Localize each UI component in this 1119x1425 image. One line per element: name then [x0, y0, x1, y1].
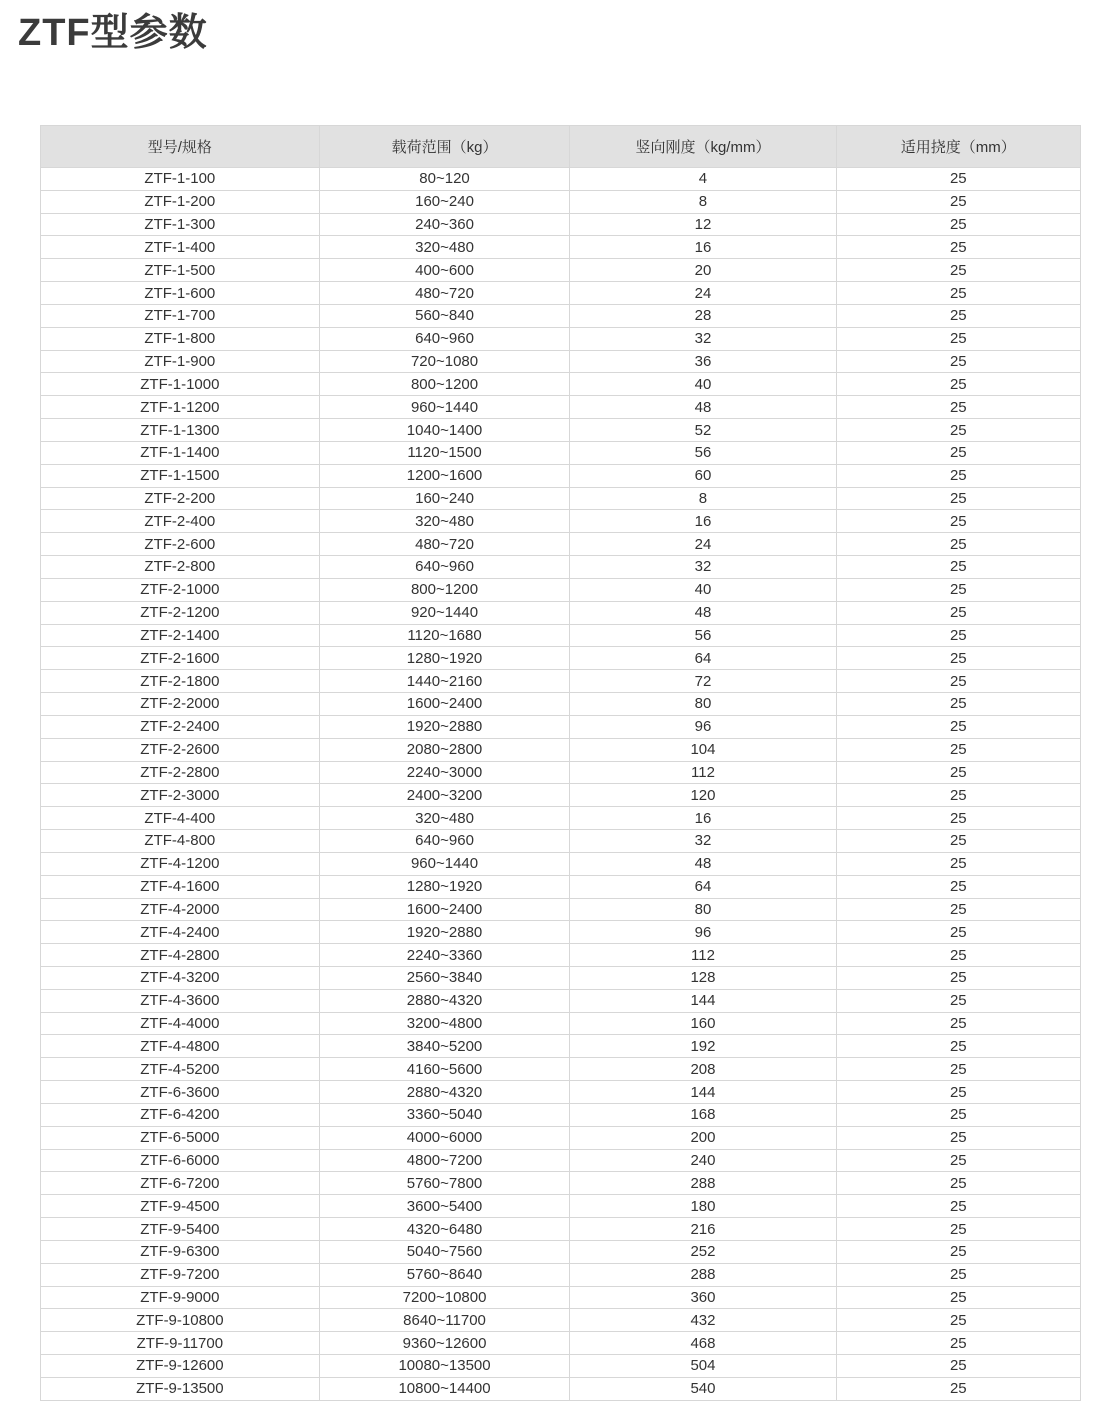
model-cell: ZTF-2-1200 — [41, 601, 320, 624]
load-range-cell: 1600~2400 — [319, 898, 570, 921]
load-range-cell: 920~1440 — [319, 601, 570, 624]
load-range-cell: 960~1440 — [319, 852, 570, 875]
table-row — [41, 1012, 1081, 1035]
table-row — [41, 670, 1081, 693]
deflection-cell: 25 — [836, 441, 1080, 464]
deflection-cell: 25 — [836, 350, 1080, 373]
deflection-cell: 25 — [836, 1126, 1080, 1149]
load-range-cell: 1600~2400 — [319, 693, 570, 716]
deflection-cell: 25 — [836, 966, 1080, 989]
stiffness-cell: 48 — [570, 601, 836, 624]
load-range-cell: 560~840 — [319, 304, 570, 327]
deflection-cell: 25 — [836, 304, 1080, 327]
stiffness-cell: 4 — [570, 168, 836, 191]
model-cell: ZTF-1-1200 — [41, 396, 320, 419]
deflection-cell: 25 — [836, 327, 1080, 350]
stiffness-cell: 180 — [570, 1195, 836, 1218]
deflection-cell: 25 — [836, 921, 1080, 944]
stiffness-cell: 240 — [570, 1149, 836, 1172]
load-range-cell: 5760~7800 — [319, 1172, 570, 1195]
load-range-cell: 3200~4800 — [319, 1012, 570, 1035]
model-cell: ZTF-2-800 — [41, 556, 320, 579]
model-cell: ZTF-2-200 — [41, 487, 320, 510]
deflection-cell: 25 — [836, 1377, 1080, 1400]
model-cell: ZTF-2-3000 — [41, 784, 320, 807]
model-cell: ZTF-1-600 — [41, 282, 320, 305]
stiffness-cell: 16 — [570, 510, 836, 533]
deflection-cell: 25 — [836, 784, 1080, 807]
table-row — [41, 1081, 1081, 1104]
model-cell: ZTF-2-400 — [41, 510, 320, 533]
load-range-cell: 3360~5040 — [319, 1103, 570, 1126]
deflection-cell: 25 — [836, 533, 1080, 556]
deflection-cell: 25 — [836, 1172, 1080, 1195]
header-applicable-deflection: 适用挠度（mm） — [836, 126, 1080, 168]
table-row — [41, 807, 1081, 830]
stiffness-cell: 96 — [570, 715, 836, 738]
load-range-cell: 4000~6000 — [319, 1126, 570, 1149]
stiffness-cell: 8 — [570, 487, 836, 510]
load-range-cell: 640~960 — [319, 830, 570, 853]
deflection-cell: 25 — [836, 213, 1080, 236]
table-row — [41, 373, 1081, 396]
stiffness-cell: 360 — [570, 1286, 836, 1309]
model-cell: ZTF-4-3600 — [41, 989, 320, 1012]
model-cell: ZTF-2-2000 — [41, 693, 320, 716]
stiffness-cell: 72 — [570, 670, 836, 693]
stiffness-cell: 252 — [570, 1240, 836, 1263]
header-load-range: 载荷范围（kg） — [319, 126, 570, 168]
load-range-cell: 10800~14400 — [319, 1377, 570, 1400]
load-range-cell: 2080~2800 — [319, 738, 570, 761]
load-range-cell: 2400~3200 — [319, 784, 570, 807]
table-row — [41, 647, 1081, 670]
deflection-cell: 25 — [836, 1012, 1080, 1035]
deflection-cell: 25 — [836, 601, 1080, 624]
model-cell: ZTF-1-800 — [41, 327, 320, 350]
table-row — [41, 1103, 1081, 1126]
stiffness-cell: 208 — [570, 1058, 836, 1081]
table-row — [41, 213, 1081, 236]
load-range-cell: 1440~2160 — [319, 670, 570, 693]
deflection-cell: 25 — [836, 1240, 1080, 1263]
load-range-cell: 800~1200 — [319, 373, 570, 396]
model-cell: ZTF-9-5400 — [41, 1218, 320, 1241]
deflection-cell: 25 — [836, 670, 1080, 693]
model-cell: ZTF-4-5200 — [41, 1058, 320, 1081]
model-cell: ZTF-6-3600 — [41, 1081, 320, 1104]
deflection-cell: 25 — [836, 647, 1080, 670]
load-range-cell: 2240~3000 — [319, 761, 570, 784]
load-range-cell: 1120~1680 — [319, 624, 570, 647]
model-cell: ZTF-4-4800 — [41, 1035, 320, 1058]
deflection-cell: 25 — [836, 464, 1080, 487]
deflection-cell: 25 — [836, 282, 1080, 305]
stiffness-cell: 64 — [570, 875, 836, 898]
deflection-cell: 25 — [836, 190, 1080, 213]
deflection-cell: 25 — [836, 1286, 1080, 1309]
deflection-cell: 25 — [836, 807, 1080, 830]
model-cell: ZTF-2-600 — [41, 533, 320, 556]
stiffness-cell: 96 — [570, 921, 836, 944]
stiffness-cell: 12 — [570, 213, 836, 236]
stiffness-cell: 40 — [570, 578, 836, 601]
table-row — [41, 556, 1081, 579]
load-range-cell: 1920~2880 — [319, 921, 570, 944]
stiffness-cell: 56 — [570, 441, 836, 464]
load-range-cell: 9360~12600 — [319, 1332, 570, 1355]
stiffness-cell: 48 — [570, 396, 836, 419]
deflection-cell: 25 — [836, 510, 1080, 533]
model-cell: ZTF-6-6000 — [41, 1149, 320, 1172]
stiffness-cell: 24 — [570, 533, 836, 556]
load-range-cell: 160~240 — [319, 190, 570, 213]
deflection-cell: 25 — [836, 989, 1080, 1012]
table-row — [41, 1332, 1081, 1355]
deflection-cell: 25 — [836, 1332, 1080, 1355]
table-row — [41, 441, 1081, 464]
stiffness-cell: 40 — [570, 373, 836, 396]
model-cell: ZTF-1-400 — [41, 236, 320, 259]
deflection-cell: 25 — [836, 761, 1080, 784]
load-range-cell: 400~600 — [319, 259, 570, 282]
load-range-cell: 5040~7560 — [319, 1240, 570, 1263]
stiffness-cell: 288 — [570, 1263, 836, 1286]
deflection-cell: 25 — [836, 875, 1080, 898]
model-cell: ZTF-4-3200 — [41, 966, 320, 989]
model-cell: ZTF-9-9000 — [41, 1286, 320, 1309]
table-row — [41, 259, 1081, 282]
model-cell: ZTF-2-1000 — [41, 578, 320, 601]
deflection-cell: 25 — [836, 1309, 1080, 1332]
table-row — [41, 533, 1081, 556]
table-row — [41, 282, 1081, 305]
model-cell: ZTF-4-4000 — [41, 1012, 320, 1035]
stiffness-cell: 80 — [570, 693, 836, 716]
ztf-parameters-table — [40, 125, 1081, 1401]
load-range-cell: 640~960 — [319, 327, 570, 350]
table-row — [41, 1172, 1081, 1195]
stiffness-cell: 216 — [570, 1218, 836, 1241]
deflection-cell: 25 — [836, 944, 1080, 967]
deflection-cell: 25 — [836, 1058, 1080, 1081]
deflection-cell: 25 — [836, 578, 1080, 601]
load-range-cell: 800~1200 — [319, 578, 570, 601]
model-cell: ZTF-1-1000 — [41, 373, 320, 396]
deflection-cell: 25 — [836, 1218, 1080, 1241]
table-row — [41, 875, 1081, 898]
table-row — [41, 784, 1081, 807]
load-range-cell: 1200~1600 — [319, 464, 570, 487]
deflection-cell: 25 — [836, 168, 1080, 191]
table-row — [41, 693, 1081, 716]
stiffness-cell: 128 — [570, 966, 836, 989]
table-row — [41, 624, 1081, 647]
stiffness-cell: 8 — [570, 190, 836, 213]
model-cell: ZTF-1-100 — [41, 168, 320, 191]
table-header-row — [41, 126, 1081, 168]
table-row — [41, 1195, 1081, 1218]
stiffness-cell: 20 — [570, 259, 836, 282]
stiffness-cell: 144 — [570, 1081, 836, 1104]
model-cell: ZTF-2-1600 — [41, 647, 320, 670]
model-cell: ZTF-2-1800 — [41, 670, 320, 693]
model-cell: ZTF-4-400 — [41, 807, 320, 830]
load-range-cell: 4160~5600 — [319, 1058, 570, 1081]
load-range-cell: 3600~5400 — [319, 1195, 570, 1218]
load-range-cell: 2880~4320 — [319, 1081, 570, 1104]
table-row — [41, 715, 1081, 738]
table-row — [41, 419, 1081, 442]
load-range-cell: 1120~1500 — [319, 441, 570, 464]
model-cell: ZTF-1-1300 — [41, 419, 320, 442]
header-model-spec: 型号/规格 — [41, 126, 320, 168]
deflection-cell: 25 — [836, 1263, 1080, 1286]
stiffness-cell: 120 — [570, 784, 836, 807]
stiffness-cell: 540 — [570, 1377, 836, 1400]
load-range-cell: 480~720 — [319, 282, 570, 305]
deflection-cell: 25 — [836, 556, 1080, 579]
table-row — [41, 1218, 1081, 1241]
stiffness-cell: 80 — [570, 898, 836, 921]
model-cell: ZTF-1-1400 — [41, 441, 320, 464]
load-range-cell: 960~1440 — [319, 396, 570, 419]
stiffness-cell: 288 — [570, 1172, 836, 1195]
stiffness-cell: 48 — [570, 852, 836, 875]
deflection-cell: 25 — [836, 624, 1080, 647]
deflection-cell: 25 — [836, 693, 1080, 716]
model-cell: ZTF-9-7200 — [41, 1263, 320, 1286]
load-range-cell: 4320~6480 — [319, 1218, 570, 1241]
table-row — [41, 852, 1081, 875]
load-range-cell: 1280~1920 — [319, 875, 570, 898]
model-cell: ZTF-1-700 — [41, 304, 320, 327]
model-cell: ZTF-1-900 — [41, 350, 320, 373]
deflection-cell: 25 — [836, 396, 1080, 419]
table-row — [41, 944, 1081, 967]
table-row — [41, 761, 1081, 784]
table-row — [41, 304, 1081, 327]
table-row — [41, 168, 1081, 191]
deflection-cell: 25 — [836, 373, 1080, 396]
model-cell: ZTF-4-2000 — [41, 898, 320, 921]
stiffness-cell: 432 — [570, 1309, 836, 1332]
model-cell: ZTF-2-1400 — [41, 624, 320, 647]
table-row — [41, 1035, 1081, 1058]
model-cell: ZTF-1-200 — [41, 190, 320, 213]
load-range-cell: 320~480 — [319, 236, 570, 259]
load-range-cell: 5760~8640 — [319, 1263, 570, 1286]
deflection-cell: 25 — [836, 1149, 1080, 1172]
model-cell: ZTF-9-13500 — [41, 1377, 320, 1400]
load-range-cell: 8640~11700 — [319, 1309, 570, 1332]
model-cell: ZTF-2-2600 — [41, 738, 320, 761]
load-range-cell: 2880~4320 — [319, 989, 570, 1012]
deflection-cell: 25 — [836, 1081, 1080, 1104]
table-row — [41, 1058, 1081, 1081]
stiffness-cell: 168 — [570, 1103, 836, 1126]
model-cell: ZTF-6-7200 — [41, 1172, 320, 1195]
load-range-cell: 1920~2880 — [319, 715, 570, 738]
table-row — [41, 1240, 1081, 1263]
load-range-cell: 320~480 — [319, 510, 570, 533]
table-row — [41, 350, 1081, 373]
table-row — [41, 601, 1081, 624]
stiffness-cell: 28 — [570, 304, 836, 327]
model-cell: ZTF-4-1600 — [41, 875, 320, 898]
stiffness-cell: 16 — [570, 236, 836, 259]
deflection-cell: 25 — [836, 1195, 1080, 1218]
stiffness-cell: 36 — [570, 350, 836, 373]
stiffness-cell: 144 — [570, 989, 836, 1012]
load-range-cell: 160~240 — [319, 487, 570, 510]
load-range-cell: 10080~13500 — [319, 1355, 570, 1378]
model-cell: ZTF-9-4500 — [41, 1195, 320, 1218]
load-range-cell: 480~720 — [319, 533, 570, 556]
deflection-cell: 25 — [836, 487, 1080, 510]
header-vertical-stiffness: 竖向刚度（kg/mm） — [570, 126, 836, 168]
table-row — [41, 830, 1081, 853]
deflection-cell: 25 — [836, 1035, 1080, 1058]
stiffness-cell: 468 — [570, 1332, 836, 1355]
table-row — [41, 1286, 1081, 1309]
load-range-cell: 3840~5200 — [319, 1035, 570, 1058]
load-range-cell: 2240~3360 — [319, 944, 570, 967]
model-cell: ZTF-9-12600 — [41, 1355, 320, 1378]
model-cell: ZTF-2-2400 — [41, 715, 320, 738]
table-row — [41, 510, 1081, 533]
stiffness-cell: 60 — [570, 464, 836, 487]
table-row — [41, 190, 1081, 213]
stiffness-cell: 32 — [570, 830, 836, 853]
table-row — [41, 1263, 1081, 1286]
table-row — [41, 966, 1081, 989]
stiffness-cell: 16 — [570, 807, 836, 830]
stiffness-cell: 56 — [570, 624, 836, 647]
load-range-cell: 240~360 — [319, 213, 570, 236]
table-row — [41, 1309, 1081, 1332]
model-cell: ZTF-9-10800 — [41, 1309, 320, 1332]
deflection-cell: 25 — [836, 419, 1080, 442]
model-cell: ZTF-1-300 — [41, 213, 320, 236]
stiffness-cell: 24 — [570, 282, 836, 305]
stiffness-cell: 32 — [570, 327, 836, 350]
stiffness-cell: 192 — [570, 1035, 836, 1058]
deflection-cell: 25 — [836, 715, 1080, 738]
load-range-cell: 80~120 — [319, 168, 570, 191]
load-range-cell: 4800~7200 — [319, 1149, 570, 1172]
table-row — [41, 921, 1081, 944]
table-row — [41, 898, 1081, 921]
stiffness-cell: 112 — [570, 944, 836, 967]
table-row — [41, 1126, 1081, 1149]
table-row — [41, 989, 1081, 1012]
deflection-cell: 25 — [836, 259, 1080, 282]
deflection-cell: 25 — [836, 1355, 1080, 1378]
deflection-cell: 25 — [836, 738, 1080, 761]
deflection-cell: 25 — [836, 236, 1080, 259]
stiffness-cell: 504 — [570, 1355, 836, 1378]
load-range-cell: 1040~1400 — [319, 419, 570, 442]
stiffness-cell: 104 — [570, 738, 836, 761]
deflection-cell: 25 — [836, 852, 1080, 875]
table-body — [41, 168, 1081, 1401]
table-row — [41, 327, 1081, 350]
page-title: ZTF型参数 — [18, 12, 208, 54]
table-row — [41, 738, 1081, 761]
load-range-cell: 1280~1920 — [319, 647, 570, 670]
stiffness-cell: 32 — [570, 556, 836, 579]
model-cell: ZTF-4-800 — [41, 830, 320, 853]
deflection-cell: 25 — [836, 1103, 1080, 1126]
table-row — [41, 396, 1081, 419]
model-cell: ZTF-4-1200 — [41, 852, 320, 875]
model-cell: ZTF-6-4200 — [41, 1103, 320, 1126]
stiffness-cell: 64 — [570, 647, 836, 670]
table-row — [41, 1377, 1081, 1400]
stiffness-cell: 160 — [570, 1012, 836, 1035]
deflection-cell: 25 — [836, 898, 1080, 921]
model-cell: ZTF-9-11700 — [41, 1332, 320, 1355]
model-cell: ZTF-2-2800 — [41, 761, 320, 784]
table-row — [41, 236, 1081, 259]
model-cell: ZTF-9-6300 — [41, 1240, 320, 1263]
table-row — [41, 487, 1081, 510]
load-range-cell: 320~480 — [319, 807, 570, 830]
load-range-cell: 2560~3840 — [319, 966, 570, 989]
stiffness-cell: 112 — [570, 761, 836, 784]
table-row — [41, 578, 1081, 601]
model-cell: ZTF-4-2400 — [41, 921, 320, 944]
model-cell: ZTF-1-500 — [41, 259, 320, 282]
table-row — [41, 1355, 1081, 1378]
deflection-cell: 25 — [836, 830, 1080, 853]
stiffness-cell: 52 — [570, 419, 836, 442]
stiffness-cell: 200 — [570, 1126, 836, 1149]
load-range-cell: 720~1080 — [319, 350, 570, 373]
table-row — [41, 464, 1081, 487]
model-cell: ZTF-1-1500 — [41, 464, 320, 487]
load-range-cell: 640~960 — [319, 556, 570, 579]
model-cell: ZTF-4-2800 — [41, 944, 320, 967]
table-row — [41, 1149, 1081, 1172]
load-range-cell: 7200~10800 — [319, 1286, 570, 1309]
model-cell: ZTF-6-5000 — [41, 1126, 320, 1149]
table-header — [41, 126, 1081, 168]
